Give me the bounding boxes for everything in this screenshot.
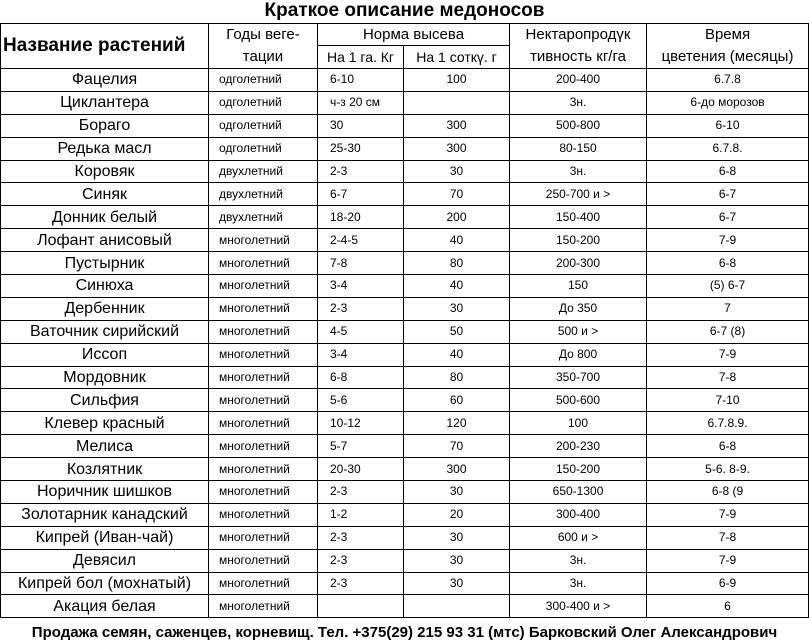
rate-kg-per-ha: 1-2 [318,503,404,526]
vegetation-years: одголетний [209,69,318,92]
honey-plants-table [0,23,809,618]
nectar-productivity: 300-400 [510,503,647,526]
plant-name: Коровяк [1,160,209,183]
vegetation-years: двухлетний [209,183,318,206]
vegetation-years: многолетний [209,412,318,435]
vegetation-years: двухлетний [209,160,318,183]
rate-kg-per-ha: 5-6 [318,389,404,412]
table-row [1,183,809,206]
rate-kg-per-ha: 6-7 [318,183,404,206]
table-row [1,435,809,458]
vegetation-years: многолетний [209,275,318,298]
header-bloom-line1: Время [647,24,809,46]
vegetation-years: многолетний [209,252,318,275]
plant-name: Дербенник [1,297,209,320]
nectar-productivity: 200-400 [510,69,647,92]
nectar-productivity: 150 [510,275,647,298]
nectar-productivity: 650-1300 [510,481,647,504]
rate-g-per-sotka: 80 [404,252,510,275]
plant-name: Иссоп [1,343,209,366]
nectar-productivity: 250-700 и > [510,183,647,206]
bloom-months: 7-9 [647,229,809,252]
vegetation-years: многолетний [209,503,318,526]
nectar-productivity: До 350 [510,297,647,320]
vegetation-years: многолетний [209,595,318,618]
nectar-productivity: 3н. [510,549,647,572]
rate-g-per-sotka: 30 [404,160,510,183]
rate-g-per-sotka: 300 [404,114,510,137]
bloom-months: 6-9 [647,572,809,595]
rate-g-per-sotka: 300 [404,458,510,481]
table-row [1,595,809,618]
rate-kg-per-ha: 20-30 [318,458,404,481]
rate-kg-per-ha: 2-4-5 [318,229,404,252]
plant-name: Лофант анисовый [1,229,209,252]
rate-kg-per-ha: 6-8 [318,366,404,389]
table-row [1,252,809,275]
rate-kg-per-ha: ч-з 20 см [318,91,404,114]
rate-g-per-sotka: 30 [404,297,510,320]
header-vegetation-line1: Годы веге- [209,24,318,46]
table-row [1,320,809,343]
bloom-months: 6-7 (8) [647,320,809,343]
nectar-productivity: 3н. [510,160,647,183]
bloom-months: 7-9 [647,549,809,572]
rate-kg-per-ha: 30 [318,114,404,137]
rate-g-per-sotka: 20 [404,503,510,526]
table-row [1,458,809,481]
plant-name: Фацелия [1,69,209,92]
rate-g-per-sotka: 40 [404,343,510,366]
bloom-months: 7-8 [647,366,809,389]
nectar-productivity: 150-400 [510,206,647,229]
table-row [1,366,809,389]
vegetation-years: многолетний [209,481,318,504]
nectar-productivity: 500 и > [510,320,647,343]
plant-name: Ваточник сирийский [1,320,209,343]
header-per-sotka: На 1 соткү. г [404,46,510,69]
table-row [1,412,809,435]
rate-kg-per-ha: 2-3 [318,481,404,504]
rate-kg-per-ha: 4-5 [318,320,404,343]
nectar-productivity: 200-300 [510,252,647,275]
rate-kg-per-ha: 7-8 [318,252,404,275]
header-nectar-line2: тивность кг/га [510,46,647,69]
vegetation-years: одголетний [209,114,318,137]
nectar-productivity: До 800 [510,343,647,366]
table-row [1,275,809,298]
plant-name: Козлятник [1,458,209,481]
table-row [1,229,809,252]
plant-name: Мелиса [1,435,209,458]
plant-name: Норичник шишков [1,481,209,504]
vegetation-years: многолетний [209,572,318,595]
rate-g-per-sotka: 30 [404,549,510,572]
vegetation-years: многолетний [209,343,318,366]
table-row [1,549,809,572]
header-nectar-line1: Нектаропродүк [510,24,647,46]
rate-kg-per-ha: 10-12 [318,412,404,435]
rate-g-per-sotka: 80 [404,366,510,389]
vegetation-years: одголетний [209,91,318,114]
page-title: Краткое описание медоносов [264,0,545,21]
vegetation-years: многолетний [209,297,318,320]
bloom-months: 7-10 [647,389,809,412]
nectar-productivity: 200-230 [510,435,647,458]
bloom-months: 6 [647,595,809,618]
bloom-months: 6.7.8 [647,69,809,92]
nectar-productivity: 500-600 [510,389,647,412]
rate-g-per-sotka: 70 [404,183,510,206]
rate-kg-per-ha: 2-3 [318,160,404,183]
rate-kg-per-ha [318,595,404,618]
plant-name: Золотарник канадский [1,503,209,526]
rate-g-per-sotka: 100 [404,69,510,92]
table-row [1,297,809,320]
rate-g-per-sotka: 60 [404,389,510,412]
rate-kg-per-ha: 25-30 [318,137,404,160]
vegetation-years: многолетний [209,458,318,481]
bloom-months: 6-7 [647,183,809,206]
bloom-months: 6-10 [647,114,809,137]
table-row [1,526,809,549]
bloom-months: 7-8 [647,526,809,549]
header-plant-name: Название растений [1,24,209,69]
plant-name: Синяк [1,183,209,206]
nectar-productivity: 150-200 [510,458,647,481]
bloom-months: 5-6. 8-9. [647,458,809,481]
nectar-productivity: 350-700 [510,366,647,389]
rate-g-per-sotka: 200 [404,206,510,229]
table-row [1,91,809,114]
rate-kg-per-ha: 5-7 [318,435,404,458]
plant-name: Мордовник [1,366,209,389]
nectar-productivity: 150-200 [510,229,647,252]
bloom-months: 6-8 [647,252,809,275]
plant-name: Донник белый [1,206,209,229]
table-row [1,572,809,595]
bloom-months: 6-до морозов [647,91,809,114]
bloom-months: 7-9 [647,343,809,366]
rate-g-per-sotka: 120 [404,412,510,435]
rate-g-per-sotka: 70 [404,435,510,458]
plant-name: Кипрей бол (мохнатый) [1,572,209,595]
bloom-months: 7 [647,297,809,320]
nectar-productivity: 3н. [510,572,647,595]
rate-g-per-sotka: 300 [404,137,510,160]
vegetation-years: многолетний [209,229,318,252]
header-per-ha: На 1 га. Кг [318,46,404,69]
table-row [1,206,809,229]
plant-name: Бораго [1,114,209,137]
bloom-months: 6.7.8. [647,137,809,160]
rate-g-per-sotka [404,595,510,618]
bloom-months: 7-9 [647,503,809,526]
bloom-months: 6-8 (9 [647,481,809,504]
header-seeding-rate: Норма высева [318,24,510,46]
bloom-months: 6-8 [647,160,809,183]
plant-name: Клевер красный [1,412,209,435]
vegetation-years: двухлетний [209,206,318,229]
table-row [1,69,809,92]
contact-footer: Продажа семян, саженцев, корневищ. Тел. +375(29) 215 93 31 (мтс) Барковский Олег Александрович [31,624,778,641]
plant-name: Синюха [1,275,209,298]
rate-g-per-sotka: 50 [404,320,510,343]
nectar-productivity: 600 и > [510,526,647,549]
bloom-months: 6.7.8.9. [647,412,809,435]
nectar-productivity: 100 [510,412,647,435]
rate-kg-per-ha: 2-3 [318,549,404,572]
rate-g-per-sotka: 30 [404,526,510,549]
rate-g-per-sotka: 30 [404,481,510,504]
plant-name: Пустырник [1,252,209,275]
table-row [1,389,809,412]
rate-kg-per-ha: 2-3 [318,572,404,595]
header-vegetation-line2: тации [209,46,318,69]
vegetation-years: многолетний [209,435,318,458]
rate-kg-per-ha: 18-20 [318,206,404,229]
vegetation-years: многолетний [209,366,318,389]
vegetation-years: многолетний [209,526,318,549]
nectar-productivity: 300-400 и > [510,595,647,618]
bloom-months: 6-8 [647,435,809,458]
rate-kg-per-ha: 2-3 [318,526,404,549]
table-row [1,160,809,183]
plant-name: Редька масл [1,137,209,160]
vegetation-years: многолетний [209,320,318,343]
plant-name: Циклантера [1,91,209,114]
rate-g-per-sotka: 30 [404,572,510,595]
rate-kg-per-ha: 3-4 [318,343,404,366]
rate-kg-per-ha: 3-4 [318,275,404,298]
table-row [1,481,809,504]
nectar-productivity: 500-800 [510,114,647,137]
nectar-productivity: 80-150 [510,137,647,160]
bloom-months: 6-7 [647,206,809,229]
table-row [1,137,809,160]
vegetation-years: многолетний [209,549,318,572]
plant-name: Кипрей (Иван-чай) [1,526,209,549]
rate-g-per-sotka: 40 [404,275,510,298]
bloom-months: (5) 6-7 [647,275,809,298]
plant-name: Акация белая [1,595,209,618]
table-row [1,343,809,366]
table-row [1,503,809,526]
rate-g-per-sotka: 40 [404,229,510,252]
plant-name: Девясил [1,549,209,572]
header-bloom-line2: цветения (месяцы) [647,46,809,69]
rate-kg-per-ha: 6-10 [318,69,404,92]
rate-g-per-sotka [404,91,510,114]
vegetation-years: одголетний [209,137,318,160]
plant-name: Сильфия [1,389,209,412]
table-row [1,114,809,137]
vegetation-years: многолетний [209,389,318,412]
nectar-productivity: 3н. [510,91,647,114]
rate-kg-per-ha: 2-3 [318,297,404,320]
